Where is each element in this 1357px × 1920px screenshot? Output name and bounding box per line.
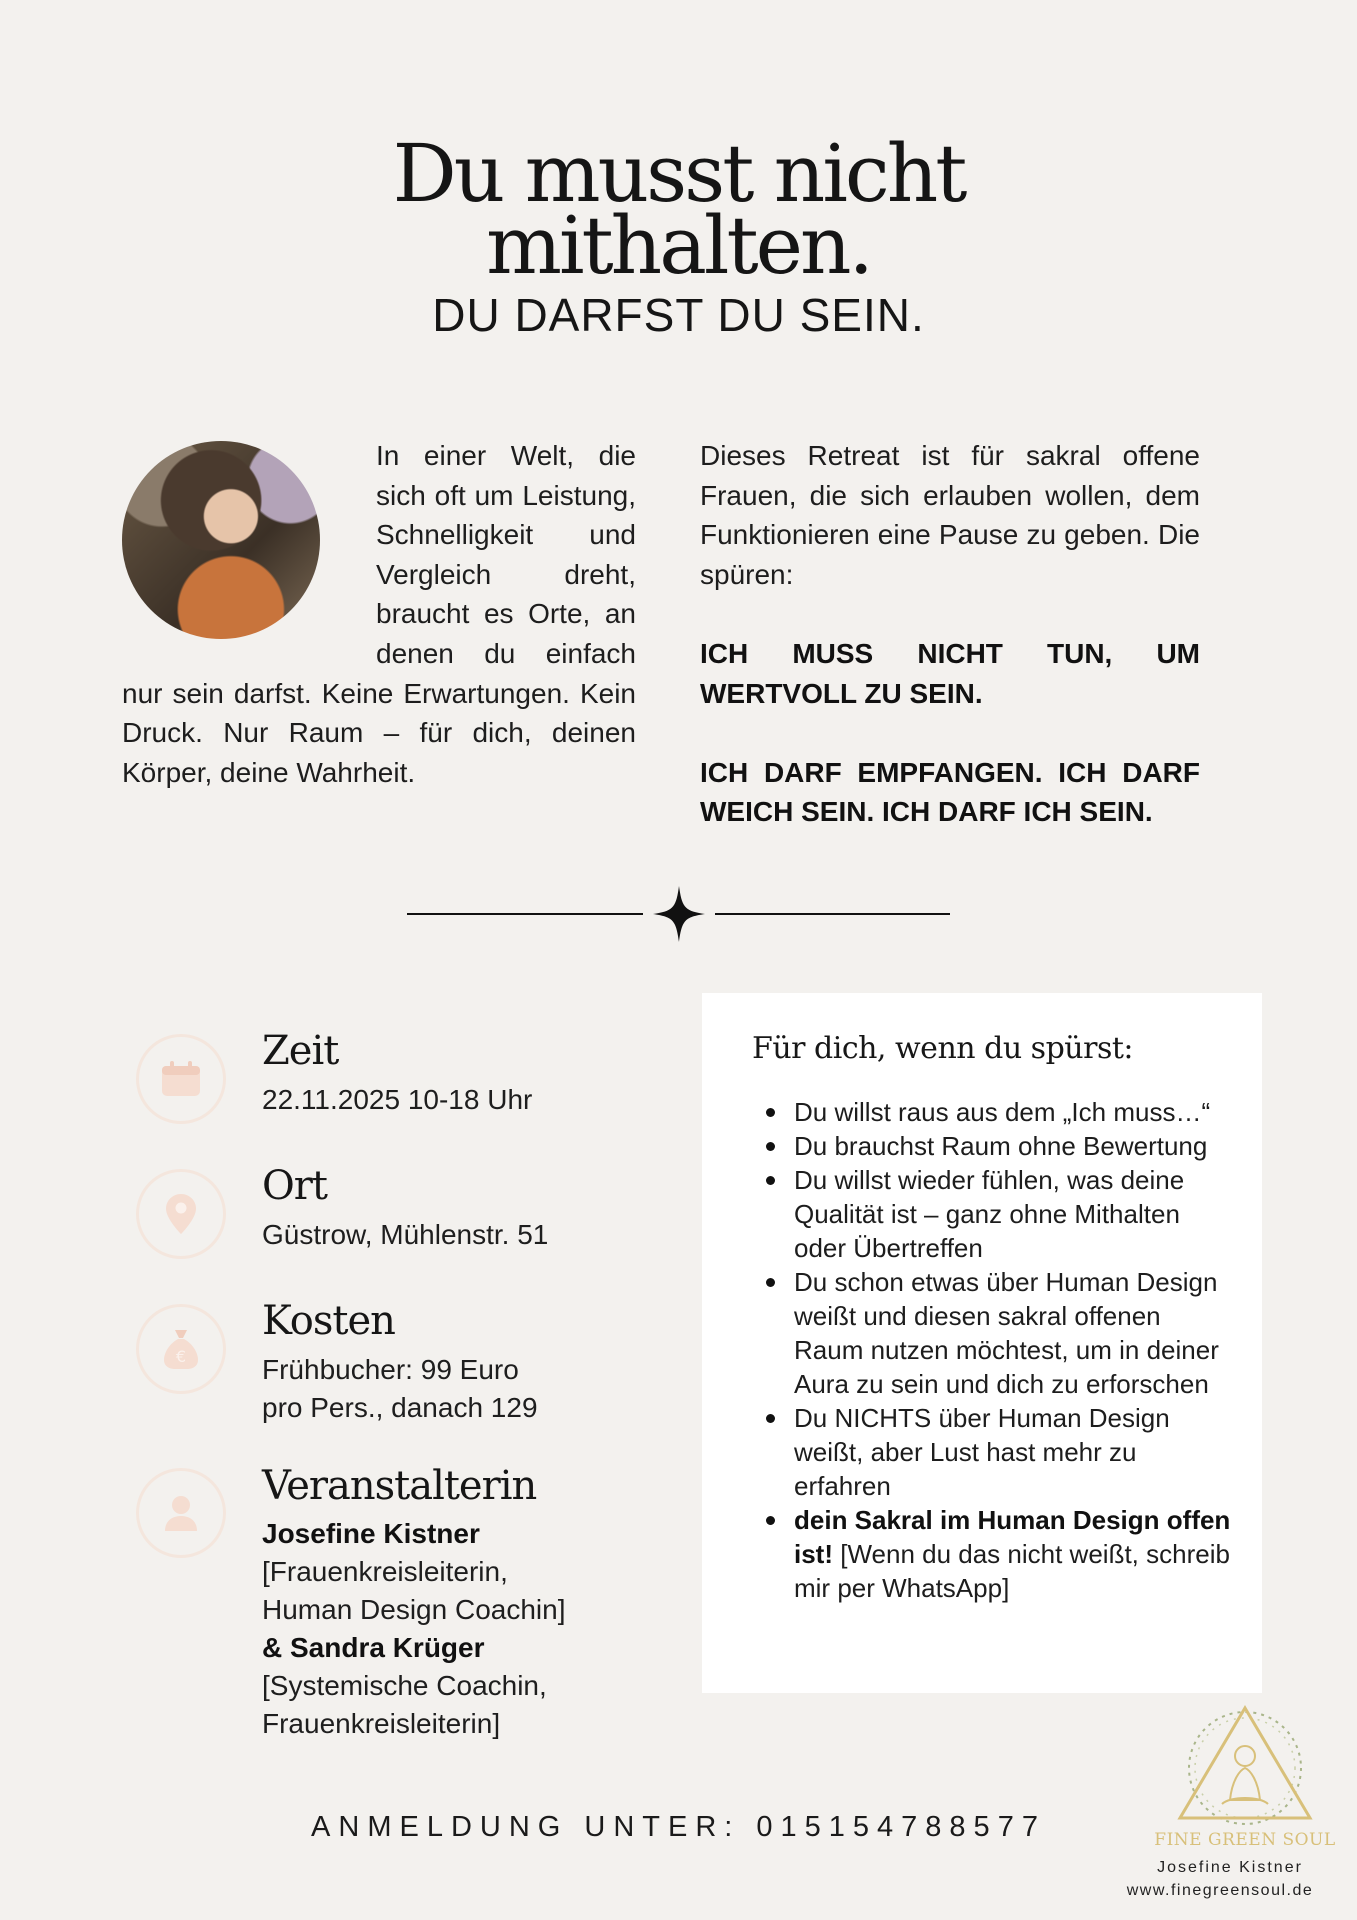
info-value-place: Güstrow, Mühlenstr. 51: [262, 1219, 549, 1250]
intro-left-text: [122, 436, 636, 792]
info-value-cost: [262, 1351, 538, 1427]
list-item: [752, 1503, 1232, 1605]
portrait-spacer: [122, 436, 376, 648]
audience-card-title: Für dich, wenn du spürst:: [752, 1031, 1134, 1066]
website-link[interactable]: www.finegreensoul.de: [1126, 1882, 1314, 1899]
list-item: Du NICHTS über Human Design weißt, aber Lust hast mehr zu erfahren: [752, 1401, 1232, 1503]
list-item: Du willst raus aus dem „Ich muss…“: [752, 1095, 1232, 1129]
list-item: Du brauchst Raum ohne Bewertung: [752, 1129, 1232, 1163]
sparkle-icon: [653, 886, 705, 942]
location-pin-icon: [166, 1194, 196, 1234]
location-icon-circle: [136, 1169, 226, 1259]
statement-worth: ICH MUSS NICHT TUN, UM WERTVOLL ZU SEIN.: [700, 637, 1200, 709]
info-title-host: Veranstalterin: [262, 1463, 537, 1509]
brand-name: FINE GREEN SOUL: [1154, 1830, 1336, 1850]
host-name-2: & Sandra Krüger: [262, 1632, 485, 1663]
list-item: Du willst wieder fühlen, was deine Qualität ist – ganz ohne Mithalten oder Übertreffen: [752, 1163, 1232, 1265]
list-item-bold: dein Sakral im Human Design offen ist!: [794, 1505, 1231, 1569]
svg-text:€: €: [175, 1347, 187, 1366]
headline-line-2: mithalten.: [486, 199, 871, 292]
calendar-icon-circle: [136, 1034, 226, 1124]
person-icon-circle: [136, 1468, 226, 1558]
host-name-1: Josefine Kistner: [262, 1518, 480, 1549]
headline: [0, 127, 1357, 292]
money-bag-icon: [163, 1328, 199, 1370]
info-title-time: Zeit: [262, 1028, 339, 1074]
info-value-host: [262, 1515, 566, 1743]
calendar-icon: [161, 1061, 201, 1097]
brand-logo-emblem: [1170, 1700, 1320, 1830]
person-icon: [163, 1495, 199, 1531]
list-item-rest: [Wenn du das nicht weißt, schreib mir per WhatsApp]: [794, 1539, 1230, 1603]
subheadline: DU DARFST DU SEIN.: [432, 289, 925, 341]
signup-footer: ANMELDUNG UNTER: 015154788577: [311, 1811, 1046, 1843]
cost-line-1: Frühbucher: 99 Euro: [262, 1354, 519, 1385]
info-title-cost: Kosten: [262, 1298, 395, 1344]
brand-owner: Josefine Kistner: [1157, 1859, 1303, 1876]
headline-line-1: Du musst nicht: [392, 127, 965, 220]
host-role-1-line-2: Human Design Coachin]: [262, 1594, 566, 1625]
intro-right: [700, 436, 1200, 832]
cost-line-2: pro Pers., danach 129: [262, 1392, 538, 1423]
list-item: Du schon etwas über Human Design weißt und diesen sakral offenen Raum nutzen möchtest, um in deiner Aura zu sein und dich zu erforschen: [752, 1265, 1232, 1401]
info-title-place: Ort: [262, 1163, 327, 1209]
host-role-1-line-1: [Frauenkreisleiterin,: [262, 1556, 508, 1587]
info-value-time: 22.11.2025 10-18 Uhr: [262, 1084, 533, 1115]
host-role-2-line-2: Frauenkreisleiterin]: [262, 1708, 501, 1739]
host-role-2-line-1: [Systemische Coachin,: [262, 1670, 547, 1701]
money-icon-circle: [136, 1304, 226, 1394]
intro-left-paragraph: In einer Welt, die sich oft um Leistung, Schnelligkeit und Vergleich dreht, braucht es Orte, an denen du einfach nur sein darfst. Keine Erwartungen. Kein Druck. Nur Raum – für dich, deinen Körper, deine Wahrheit.: [122, 440, 636, 788]
statement-receive: ICH DARF EMPFANGEN. ICH DARF WEICH SEIN. ICH DARF ICH SEIN.: [700, 756, 1200, 828]
intro-right-paragraph: Dieses Retreat ist für sakral offene Frauen, die sich erlauben wollen, dem Funktionieren eine Pause zu geben. Die spüren:: [700, 440, 1200, 590]
star-divider: [407, 884, 950, 944]
audience-list: [752, 1095, 1232, 1605]
